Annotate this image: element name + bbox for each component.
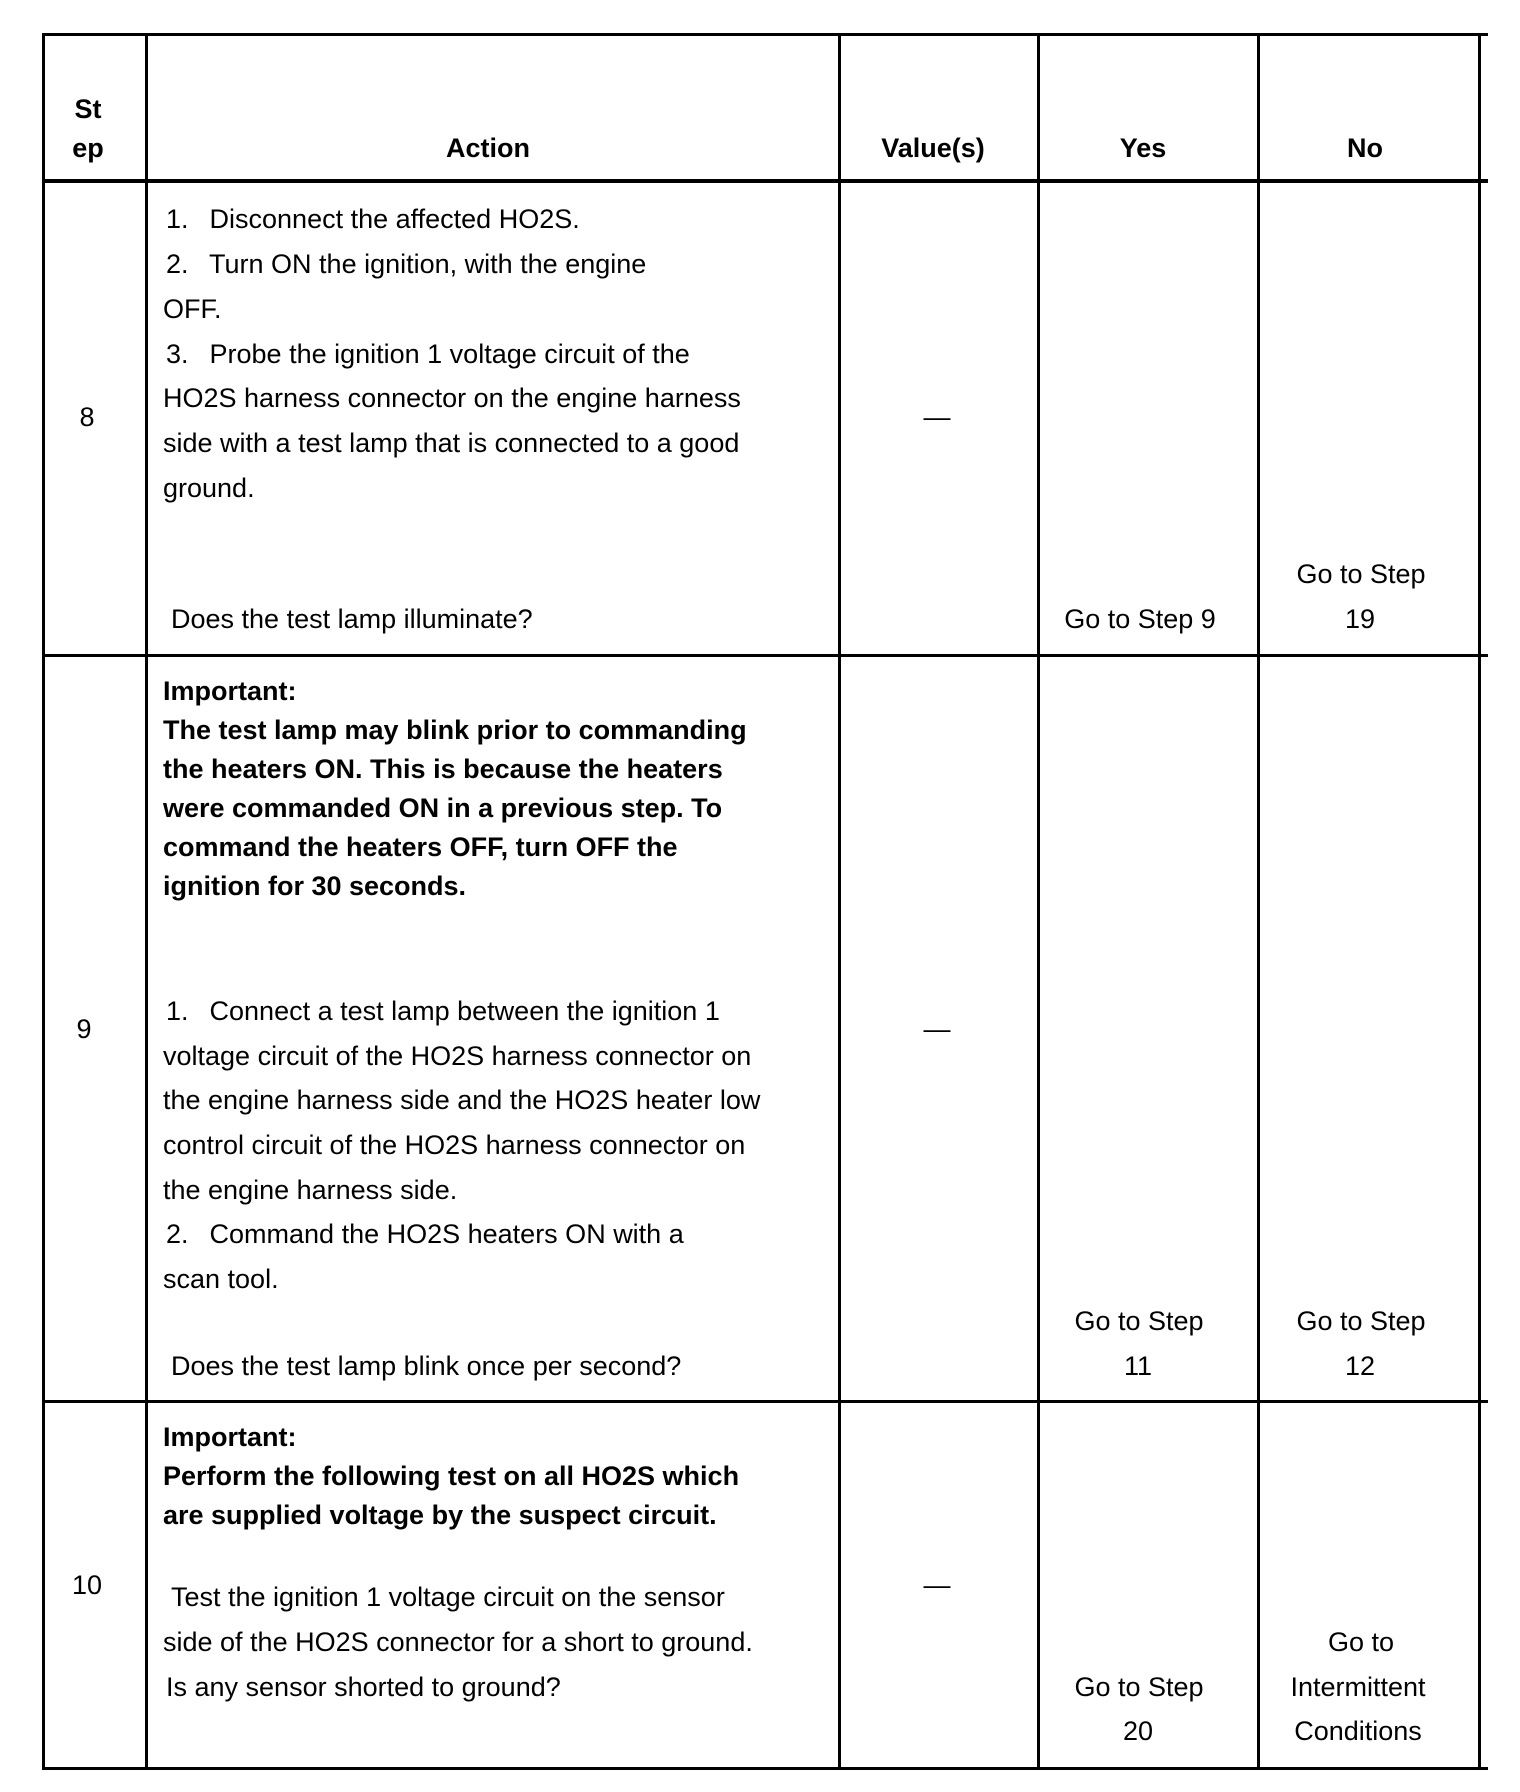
row-divider bbox=[42, 1400, 1488, 1403]
action-text: voltage circuit of the HO2S harness connector on bbox=[163, 1041, 752, 1071]
header-no: No bbox=[1347, 133, 1383, 163]
action-question: Is any sensor shorted to ground? bbox=[166, 1672, 561, 1702]
yes-cell: Go to Step bbox=[1074, 1306, 1204, 1336]
header-step: St bbox=[74, 94, 102, 124]
important-label: Important: bbox=[163, 1422, 297, 1452]
yes-cell: 11 bbox=[1123, 1351, 1153, 1381]
column-divider bbox=[838, 33, 841, 1770]
action-text: scan tool. bbox=[163, 1264, 279, 1294]
action-text: OFF. bbox=[163, 294, 222, 324]
action-text: side with a test lamp that is connected to a good bbox=[163, 428, 740, 458]
value-cell: — bbox=[923, 1014, 951, 1044]
no-cell: Go to bbox=[1327, 1627, 1395, 1657]
action-question: Does the test lamp illuminate? bbox=[171, 604, 533, 634]
no-cell: 19 bbox=[1344, 604, 1376, 634]
column-divider bbox=[1037, 33, 1040, 1770]
no-cell: Intermittent bbox=[1290, 1672, 1426, 1702]
value-cell: — bbox=[923, 1570, 951, 1600]
table-border-top bbox=[42, 33, 1488, 36]
action-text: 2. Turn ON the ignition, with the engine bbox=[166, 249, 647, 279]
step-number: 8 bbox=[79, 402, 95, 432]
yes-cell: Go to Step 9 bbox=[1064, 604, 1216, 634]
yes-cell: 20 bbox=[1122, 1716, 1154, 1746]
header-action: Action bbox=[446, 133, 530, 163]
action-text: the engine harness side and the HO2S heater low bbox=[163, 1085, 761, 1115]
row-divider bbox=[42, 654, 1488, 657]
header-divider bbox=[42, 179, 1488, 183]
header-step: ep bbox=[72, 133, 104, 163]
important-text: command the heaters OFF, turn OFF the bbox=[163, 832, 678, 862]
table-border-bottom bbox=[42, 1767, 1488, 1770]
header-values: Value(s) bbox=[881, 133, 985, 163]
important-text: Perform the following test on all HO2S which bbox=[163, 1461, 740, 1491]
important-text: the heaters ON. This is because the heaters bbox=[163, 754, 723, 784]
action-text: Test the ignition 1 voltage circuit on the sensor bbox=[171, 1582, 725, 1612]
action-text: 2. Command the HO2S heaters ON with a bbox=[166, 1219, 684, 1249]
important-text: The test lamp may blink prior to commanding bbox=[163, 715, 747, 745]
action-text: 3. Probe the ignition 1 voltage circuit of the bbox=[166, 339, 690, 369]
action-text: the engine harness side. bbox=[163, 1175, 458, 1205]
step-number: 9 bbox=[76, 1014, 92, 1044]
action-text: HO2S harness connector on the engine harness bbox=[163, 383, 741, 413]
action-text: side of the HO2S connector for a short to ground. bbox=[163, 1627, 753, 1657]
no-cell: 12 bbox=[1344, 1351, 1376, 1381]
yes-cell: Go to Step bbox=[1074, 1672, 1204, 1702]
no-cell: Go to Step bbox=[1296, 1306, 1426, 1336]
action-text: 1. Connect a test lamp between the ignition 1 bbox=[166, 996, 720, 1026]
important-text: were commanded ON in a previous step. To bbox=[163, 793, 723, 823]
header-yes: Yes bbox=[1119, 133, 1167, 163]
value-cell: — bbox=[923, 402, 951, 432]
column-divider bbox=[1257, 33, 1260, 1770]
important-text: ignition for 30 seconds. bbox=[163, 871, 467, 901]
step-number: 10 bbox=[71, 1570, 103, 1600]
no-cell: Conditions bbox=[1294, 1716, 1422, 1746]
column-divider bbox=[145, 33, 148, 1770]
no-cell: Go to Step bbox=[1296, 559, 1426, 589]
important-text: are supplied voltage by the suspect circuit. bbox=[163, 1500, 717, 1530]
action-question: Does the test lamp blink once per second? bbox=[171, 1351, 682, 1381]
action-text: ground. bbox=[163, 473, 255, 503]
action-text: control circuit of the HO2S harness connector on bbox=[163, 1130, 746, 1160]
table-border-right bbox=[1478, 33, 1481, 1770]
important-label: Important: bbox=[163, 676, 297, 706]
table-border-left bbox=[42, 33, 45, 1770]
action-text: 1. Disconnect the affected HO2S. bbox=[166, 204, 580, 234]
